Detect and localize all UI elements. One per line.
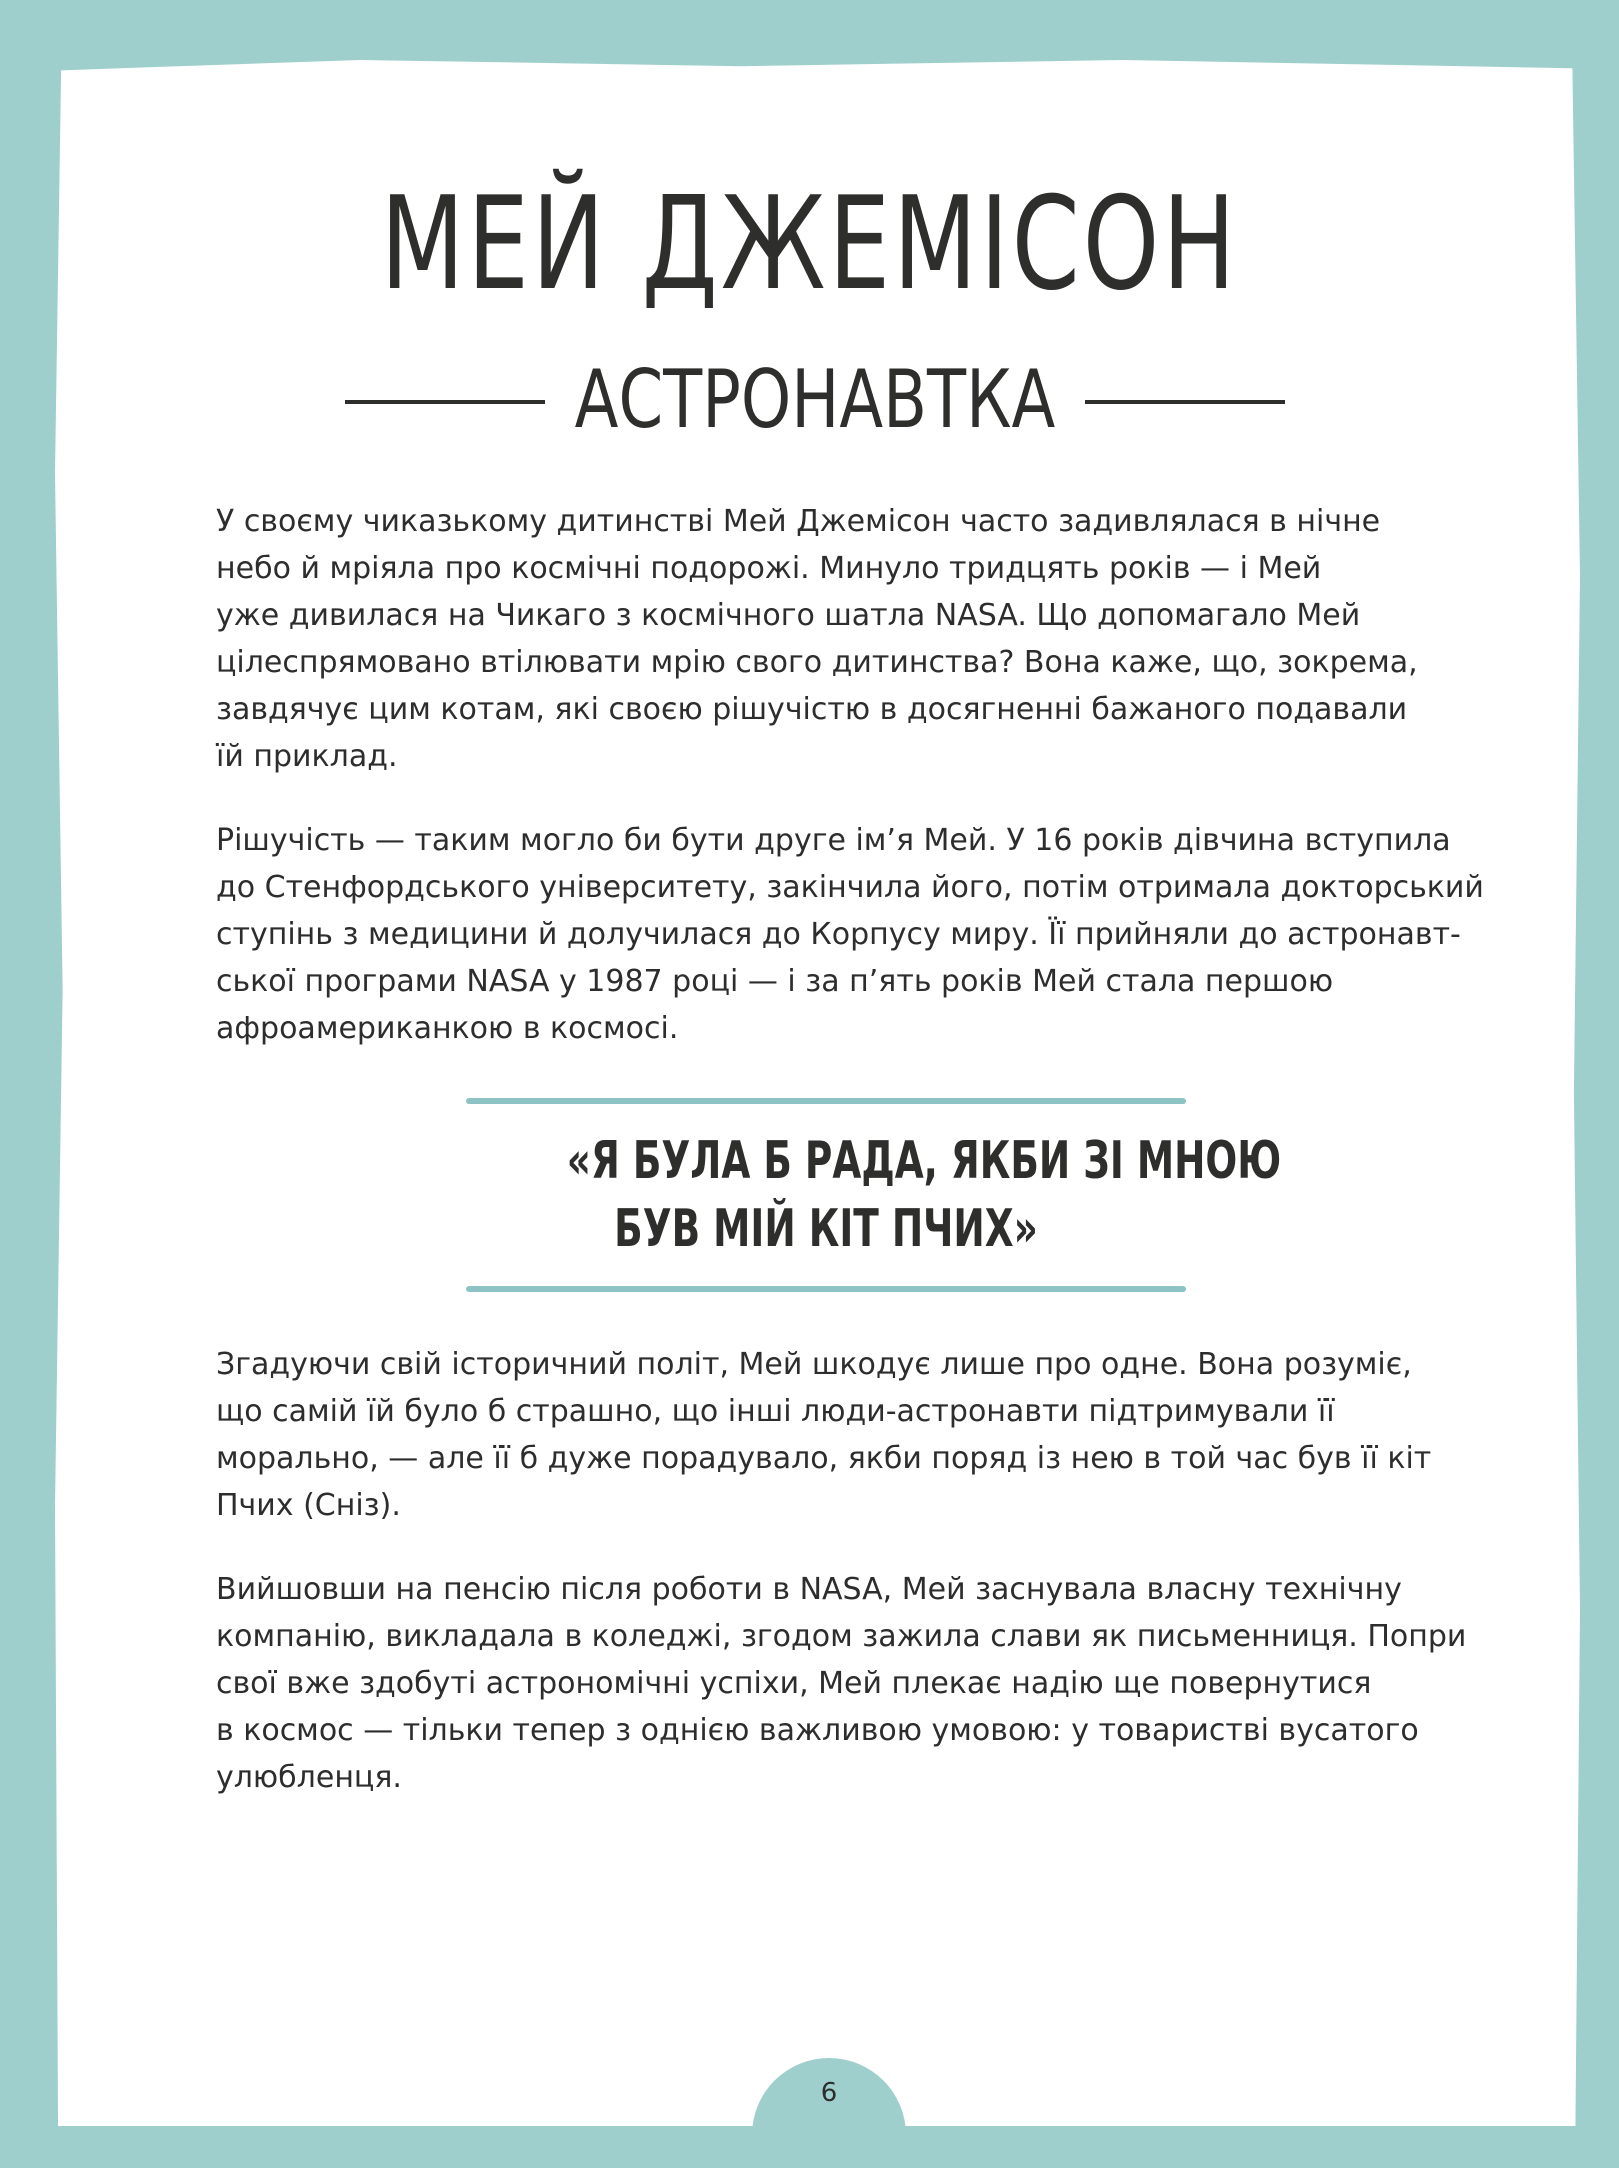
quote-top-rule — [466, 1098, 1186, 1104]
text-line: У своєму чиказькому дитинстві Мей Джемісон часто задивлялася в нічне — [216, 504, 1381, 539]
quote-line: «Я БУЛА Б РАДА, ЯКБИ ЗІ МНОЮ — [566, 1131, 1282, 1191]
text-line: небо й мріяла про космічні подорожі. Минуло тридцять років — і Мей — [216, 551, 1322, 586]
paragraph-3 — [216, 1341, 1432, 1529]
text-line: Згадуючи свій історичний політ, Мей шкодує лише про одне. Вона розуміє, — [216, 1347, 1412, 1382]
paragraph-4 — [216, 1566, 1467, 1801]
subtitle-right-divider — [1085, 400, 1285, 404]
pull-quote — [466, 1098, 1282, 1298]
paragraph-2 — [216, 817, 1484, 1052]
text-line: що самій їй було б страшно, що інші люди-астронавти підтримували її — [216, 1394, 1335, 1429]
text-line: улюбленця. — [216, 1760, 402, 1795]
text-line: завдячує цим котам, які своєю рішучістю в досягненні бажаного подавали — [216, 692, 1408, 727]
text-line: до Стенфордського університету, закінчила його, потім отримала докторський — [216, 870, 1484, 905]
subtitle: АСТРОНАВТКА — [574, 353, 1056, 446]
text-line: в космос — тільки тепер з однією важливою умовою: у товаристві вусатого — [216, 1713, 1419, 1748]
text-line: Вийшовши на пенсію після роботи в NASA, Мей заснувала власну технічну — [216, 1572, 1402, 1607]
text-line: їй приклад. — [216, 739, 398, 774]
paragraph-1 — [216, 498, 1416, 780]
text-line: Пчих (Сніз). — [216, 1488, 401, 1523]
text-line: афроамериканкою в космосі. — [216, 1011, 679, 1046]
text-line: свої вже здобуті астрономічні успіхи, Мей плекає надію ще повернутися — [216, 1666, 1372, 1701]
text-line: ступінь з медицини й долучилася до Корпусу миру. Її прийняли до астронавт- — [216, 917, 1461, 952]
text-line: морально, — але її б дуже порадувало, якби поряд із нею в той час був її кіт — [216, 1441, 1432, 1476]
quote-bottom-rule — [466, 1286, 1186, 1292]
page-title: МЕЙ ДЖЕМІСОН — [380, 170, 1239, 319]
page-number: 6 — [820, 2078, 838, 2108]
text-line: ської програми NASA у 1987 році — і за п’ять років Мей стала першою — [216, 964, 1334, 999]
text-line: Рішучість — таким могло би бути друге ім’я Мей. У 16 років дівчина вступила — [216, 823, 1451, 858]
quote-line: БУВ МІЙ КІТ ПЧИХ» — [614, 1199, 1038, 1259]
subtitle-row — [345, 350, 1285, 450]
text-line: компанію, викладала в коледжі, згодом зажила слави як письменниця. Попри — [216, 1619, 1467, 1654]
text-line: уже дивилася на Чикаго з космічного шатла NASA. Що допомагало Мей — [216, 598, 1361, 633]
text-line: цілеспрямовано втілювати мрію свого дитинства? Вона каже, що, зокрема, — [216, 645, 1418, 680]
